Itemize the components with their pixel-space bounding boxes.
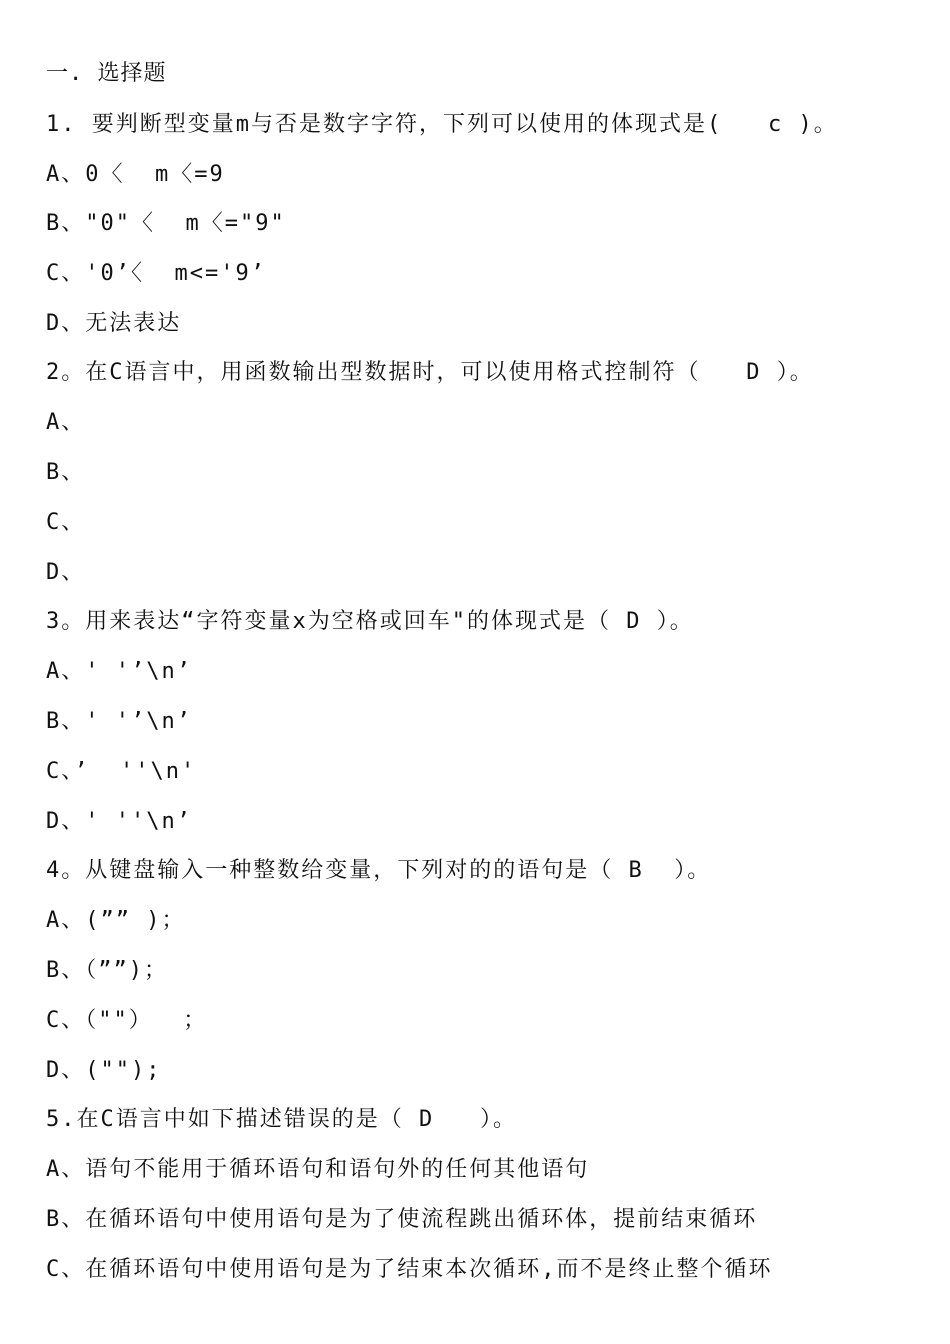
question-3-stem: 3。用来表达“字符变量x为空格或回车"的体现式是（ D ）。 [46,609,694,634]
question-5-option-a: A、语句不能用于循环语句和语句外的任何其他语句 [46,1157,590,1182]
question-5-option-b: B、在循环语句中使用语句是为了使流程跳出循环体，提前结束循环 [46,1207,758,1232]
question-2-option-b: B、 [46,460,86,485]
question-4-option-c: C、（""） ； [46,1008,208,1033]
question-1-option-c: C、'0’〈 m<='9’ [46,261,266,286]
question-3-option-a: A、' '’\n’ [46,659,192,684]
question-2-stem: 2。在C语言中，用函数输出型数据时，可以使用格式控制符（ D ）。 [46,360,814,385]
question-5-option-c: C、在循环语句中使用语句是为了结束本次循环,而不是终止整个循环 [46,1257,773,1282]
question-4-option-a: A、(”” )； [46,908,186,933]
question-3-option-b: B、' '’\n’ [46,709,192,734]
question-1-option-d: D、无法表达 [46,311,182,336]
section-title: 一. 选择题 [46,61,167,86]
question-4-option-d: D、(""); [46,1058,162,1083]
question-2-option-a: A、 [46,410,86,435]
question-3-option-c: C、’ ''\n' [46,759,197,784]
question-1-option-b: B、"0"〈 m〈="9" [46,211,286,236]
question-5-stem: 5.在C语言中如下描述错误的是（ D ）。 [46,1107,517,1132]
question-4-option-b: B、（””)； [46,958,168,983]
question-1-option-a: A、0〈 m〈=9 [46,162,225,187]
question-3-option-d: D、' ''\n’ [46,809,192,834]
question-2-option-c: C、 [46,510,86,535]
question-2-option-d: D、 [46,560,86,585]
question-1-stem: 1. 要判断型变量m与否是数字字符，下列可以使用的体现式是( c )。 [46,112,838,137]
question-4-stem: 4。从键盘输入一种整数给变量，下列对的的语句是（ B ）。 [46,858,712,883]
